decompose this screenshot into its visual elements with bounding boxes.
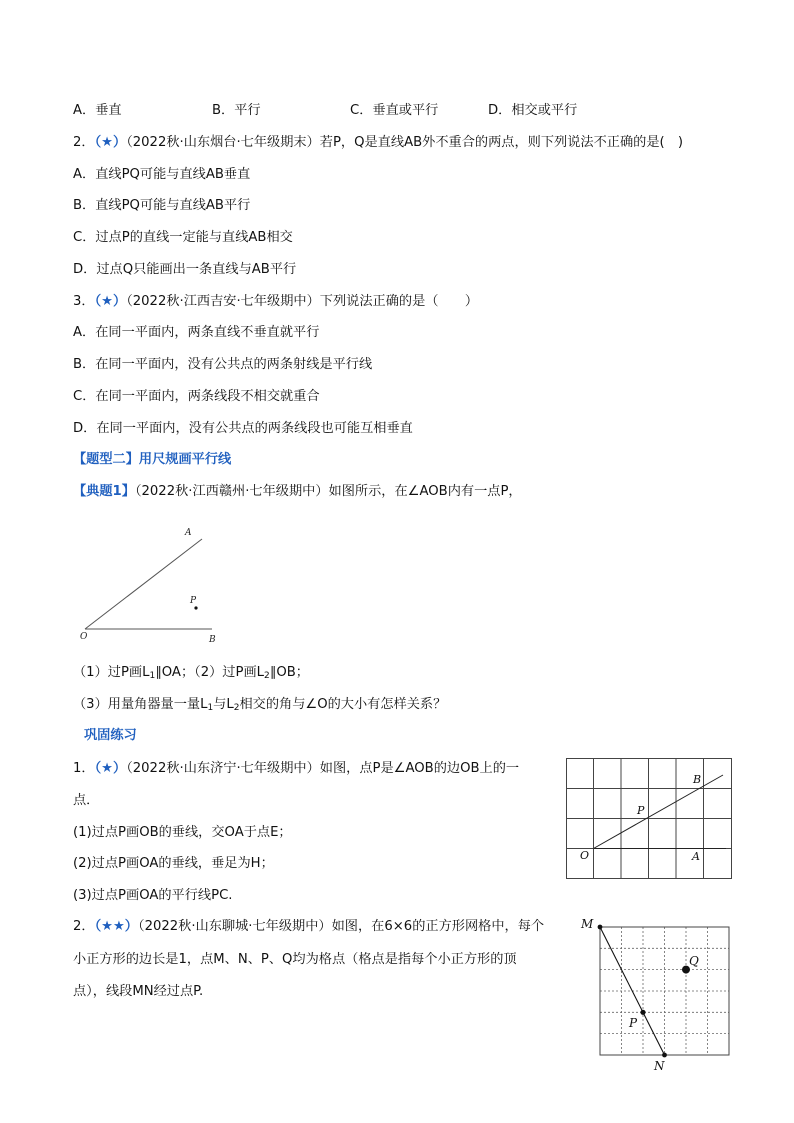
practice2-stem: 如图，在6×6的正方形网格中，每个 — [331, 919, 545, 934]
practice-title: 巩固练习 — [84, 728, 137, 743]
practice1-stem: 如图，点P是∠AOB的边OB上的一 — [319, 761, 520, 776]
q2-source: （2022秋·山东烟台·七年级期末） — [126, 135, 320, 150]
example1-stem-line — [73, 483, 522, 501]
practice2-stem-cont-2: 点），线段MN经过点P. — [73, 984, 204, 999]
section-title: 【题型二】用尺规画平行线 — [73, 452, 232, 467]
subscript-1: 1 — [149, 671, 156, 681]
practice1-number: 1． — [73, 761, 95, 776]
grid-label-a: A — [692, 850, 700, 863]
q2-option-a: A．直线PQ可能与直线AB垂直 — [73, 167, 251, 182]
example1-tag: 【典题1】 — [73, 484, 135, 499]
practice2-number: 2． — [73, 919, 95, 934]
practice1-item-1: (1)过点P画OB的垂线，交OA于点E； — [73, 825, 292, 840]
label-p: P — [190, 596, 197, 606]
practice2-star: （★★） — [94, 919, 138, 934]
q3-source: （2022秋·江西吉安·七年级期中） — [126, 294, 320, 309]
q3-option-a: A．在同一平面内，两条直线不垂直就平行 — [73, 325, 320, 340]
practice1-source: （2022秋·山东济宁·七年级期中） — [126, 761, 320, 776]
practice1-stem-line — [73, 760, 519, 778]
point-p — [194, 606, 197, 609]
grid-label-p: P — [637, 804, 645, 817]
example1-q3-text-b: 与L — [213, 697, 234, 712]
q3-option-c: C．在同一平面内，两条线段不相交就重合 — [73, 389, 320, 404]
practice1-stem-cont: 点． — [73, 793, 100, 808]
label-q: Q — [689, 954, 699, 968]
subscript-1: 1 — [207, 703, 214, 713]
point-n — [662, 1053, 667, 1058]
example1-q1-text-c: ∥OB； — [269, 665, 309, 680]
q2-option-b: B．直线PQ可能与直线AB平行 — [73, 198, 251, 213]
practice1-grid-figure — [566, 758, 732, 880]
grid-label-b: B — [693, 773, 702, 786]
label-a: A — [185, 528, 192, 538]
example1-q1-text-a: （1）过P画L — [73, 665, 150, 680]
q2-stem-line — [73, 134, 683, 152]
practice1-star: （★） — [94, 761, 127, 776]
practice2-stem-line — [73, 918, 544, 936]
example1-question-3 — [73, 696, 446, 717]
label-m: M — [581, 917, 594, 931]
practice2-source: （2022秋·山东聊城·七年级期中） — [138, 919, 332, 934]
q1-option-b: B．平行 — [212, 103, 261, 118]
point-m — [598, 925, 603, 930]
example1-q1-text-b: ∥OA；（2）过P画L — [155, 665, 264, 680]
q3-stem: 下列说法正确的是（ ） — [319, 294, 479, 309]
q3-stem-line — [73, 293, 478, 311]
q2-stem: 若P，Q是直线AB外不重合的两点，则下列说法不正确的是( ) — [319, 135, 683, 150]
point-p — [640, 1010, 645, 1015]
subscript-2: 2 — [233, 703, 240, 713]
q1-option-d: D．相交或平行 — [488, 103, 578, 118]
q2-star: （★） — [94, 135, 127, 150]
angle-aob-figure — [76, 520, 226, 650]
example1-q3-text-a: （3）用量角器量一量L — [73, 697, 208, 712]
practice2-grid-figure — [576, 912, 734, 1074]
label-p: P — [629, 1016, 638, 1030]
practice1-item-3: (3)过点P画OA的平行线PC. — [73, 888, 233, 903]
label-b: B — [209, 635, 216, 645]
example1-source: （2022秋·江西赣州·七年级期中） — [134, 484, 329, 499]
q2-number: 2． — [73, 135, 95, 150]
q3-star: （★） — [94, 294, 127, 309]
subscript-2: 2 — [263, 671, 270, 681]
grid-label-o: O — [580, 849, 590, 862]
q2-option-d: D．过点Q只能画出一条直线与AB平行 — [73, 262, 297, 277]
practice2-stem-cont-1: 小正方形的边长是1，点M、N、P、Q均为格点（格点是指每个小正方形的顶 — [73, 952, 517, 967]
example1-stem: 如图所示，在∠AOB内有一点P， — [328, 484, 522, 499]
q3-option-d: D．在同一平面内，没有公共点的两条线段也可能互相垂直 — [73, 421, 413, 436]
label-o: O — [80, 632, 88, 642]
example1-q3-text-c: 相交的角与∠O的大小有怎样关系？ — [239, 697, 447, 712]
q1-option-c: C．垂直或平行 — [350, 103, 439, 118]
q1-option-a: A．垂直 — [73, 103, 122, 118]
practice1-item-2: (2)过点P画OA的垂线，垂足为H； — [73, 856, 274, 871]
example1-question-1-2 — [73, 664, 309, 685]
q3-number: 3． — [73, 294, 95, 309]
q3-option-b: B．在同一平面内，没有公共点的两条射线是平行线 — [73, 357, 373, 372]
q2-option-c: C．过点P的直线一定能与直线AB相交 — [73, 230, 293, 245]
ray-oa — [85, 539, 202, 629]
label-n: N — [654, 1059, 665, 1073]
